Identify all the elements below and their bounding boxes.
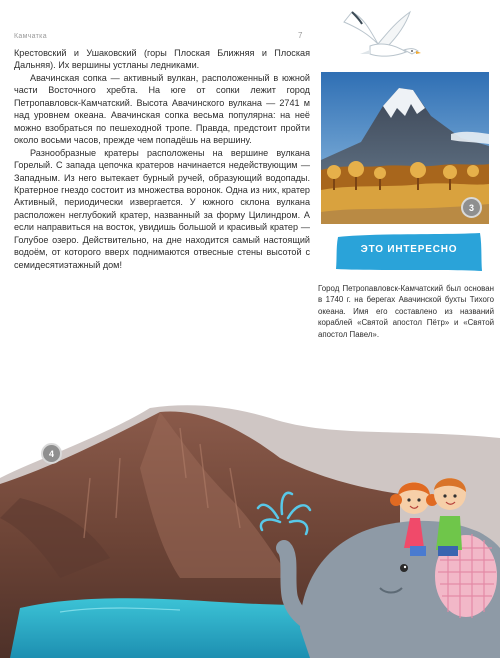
- interesting-text: Город Петропавловск-Камчатский был основан в 1740 г. на берегах Авачинской бухты Тихого океана. Имя его составлено из названий кораблей «Святой апостол Пётр» и «Святой апостол Павел».: [318, 284, 494, 339]
- interesting-label: ЭТО ИНТЕРЕСНО: [360, 244, 458, 255]
- photo-badge-4: 4: [41, 443, 62, 464]
- main-article: [14, 47, 310, 271]
- page-number: 7: [298, 31, 303, 40]
- photo-badge-3: 3: [461, 197, 482, 218]
- paragraph-2: Авачинская сопка — активный вулкан, расположенный в южной части Восточного хребта. На юге от сопки лежит город Петропавловск-Камчатский. Высота Авачинского вулкана — 2741 м над уровнем океана. Авачинская сопка весьма популярна: на неё можно взобраться по пешеходной тропе. Правда, предстоит пройти около восьми часов, прежде чем попадёшь на вершину.: [14, 72, 310, 146]
- running-header: Камчатка: [14, 33, 47, 40]
- paragraph-1: Крестовский и Ушаковский (горы Плоская Ближняя и Плоская Дальняя). Их вершины устланы ледниками.: [14, 48, 310, 71]
- seagull-icon: [340, 8, 422, 68]
- paragraph-3: Разнообразные кратеры расположены на вершине вулкана Горелый. С запада цепочка кратеров начинается недействующим — Западным. Из него вытекает бурный ручей, образующий водопады. Кратерное гнездо состоит из множества воронок. Одна из них, кратер Активный, периодически извергается. У южного склона вулкана расположен неглубокий кратер, названный за форму Цилиндром. А если направиться на восток, увидишь большой и красивый кратер — Голубое озеро. Действительно, на дне находится самый настоящий водоём, от которого вверх поднимаются отвесные стены высотой с семидесятиэтажный дом!: [14, 147, 310, 270]
- crater-lake-illustration: [0, 398, 500, 658]
